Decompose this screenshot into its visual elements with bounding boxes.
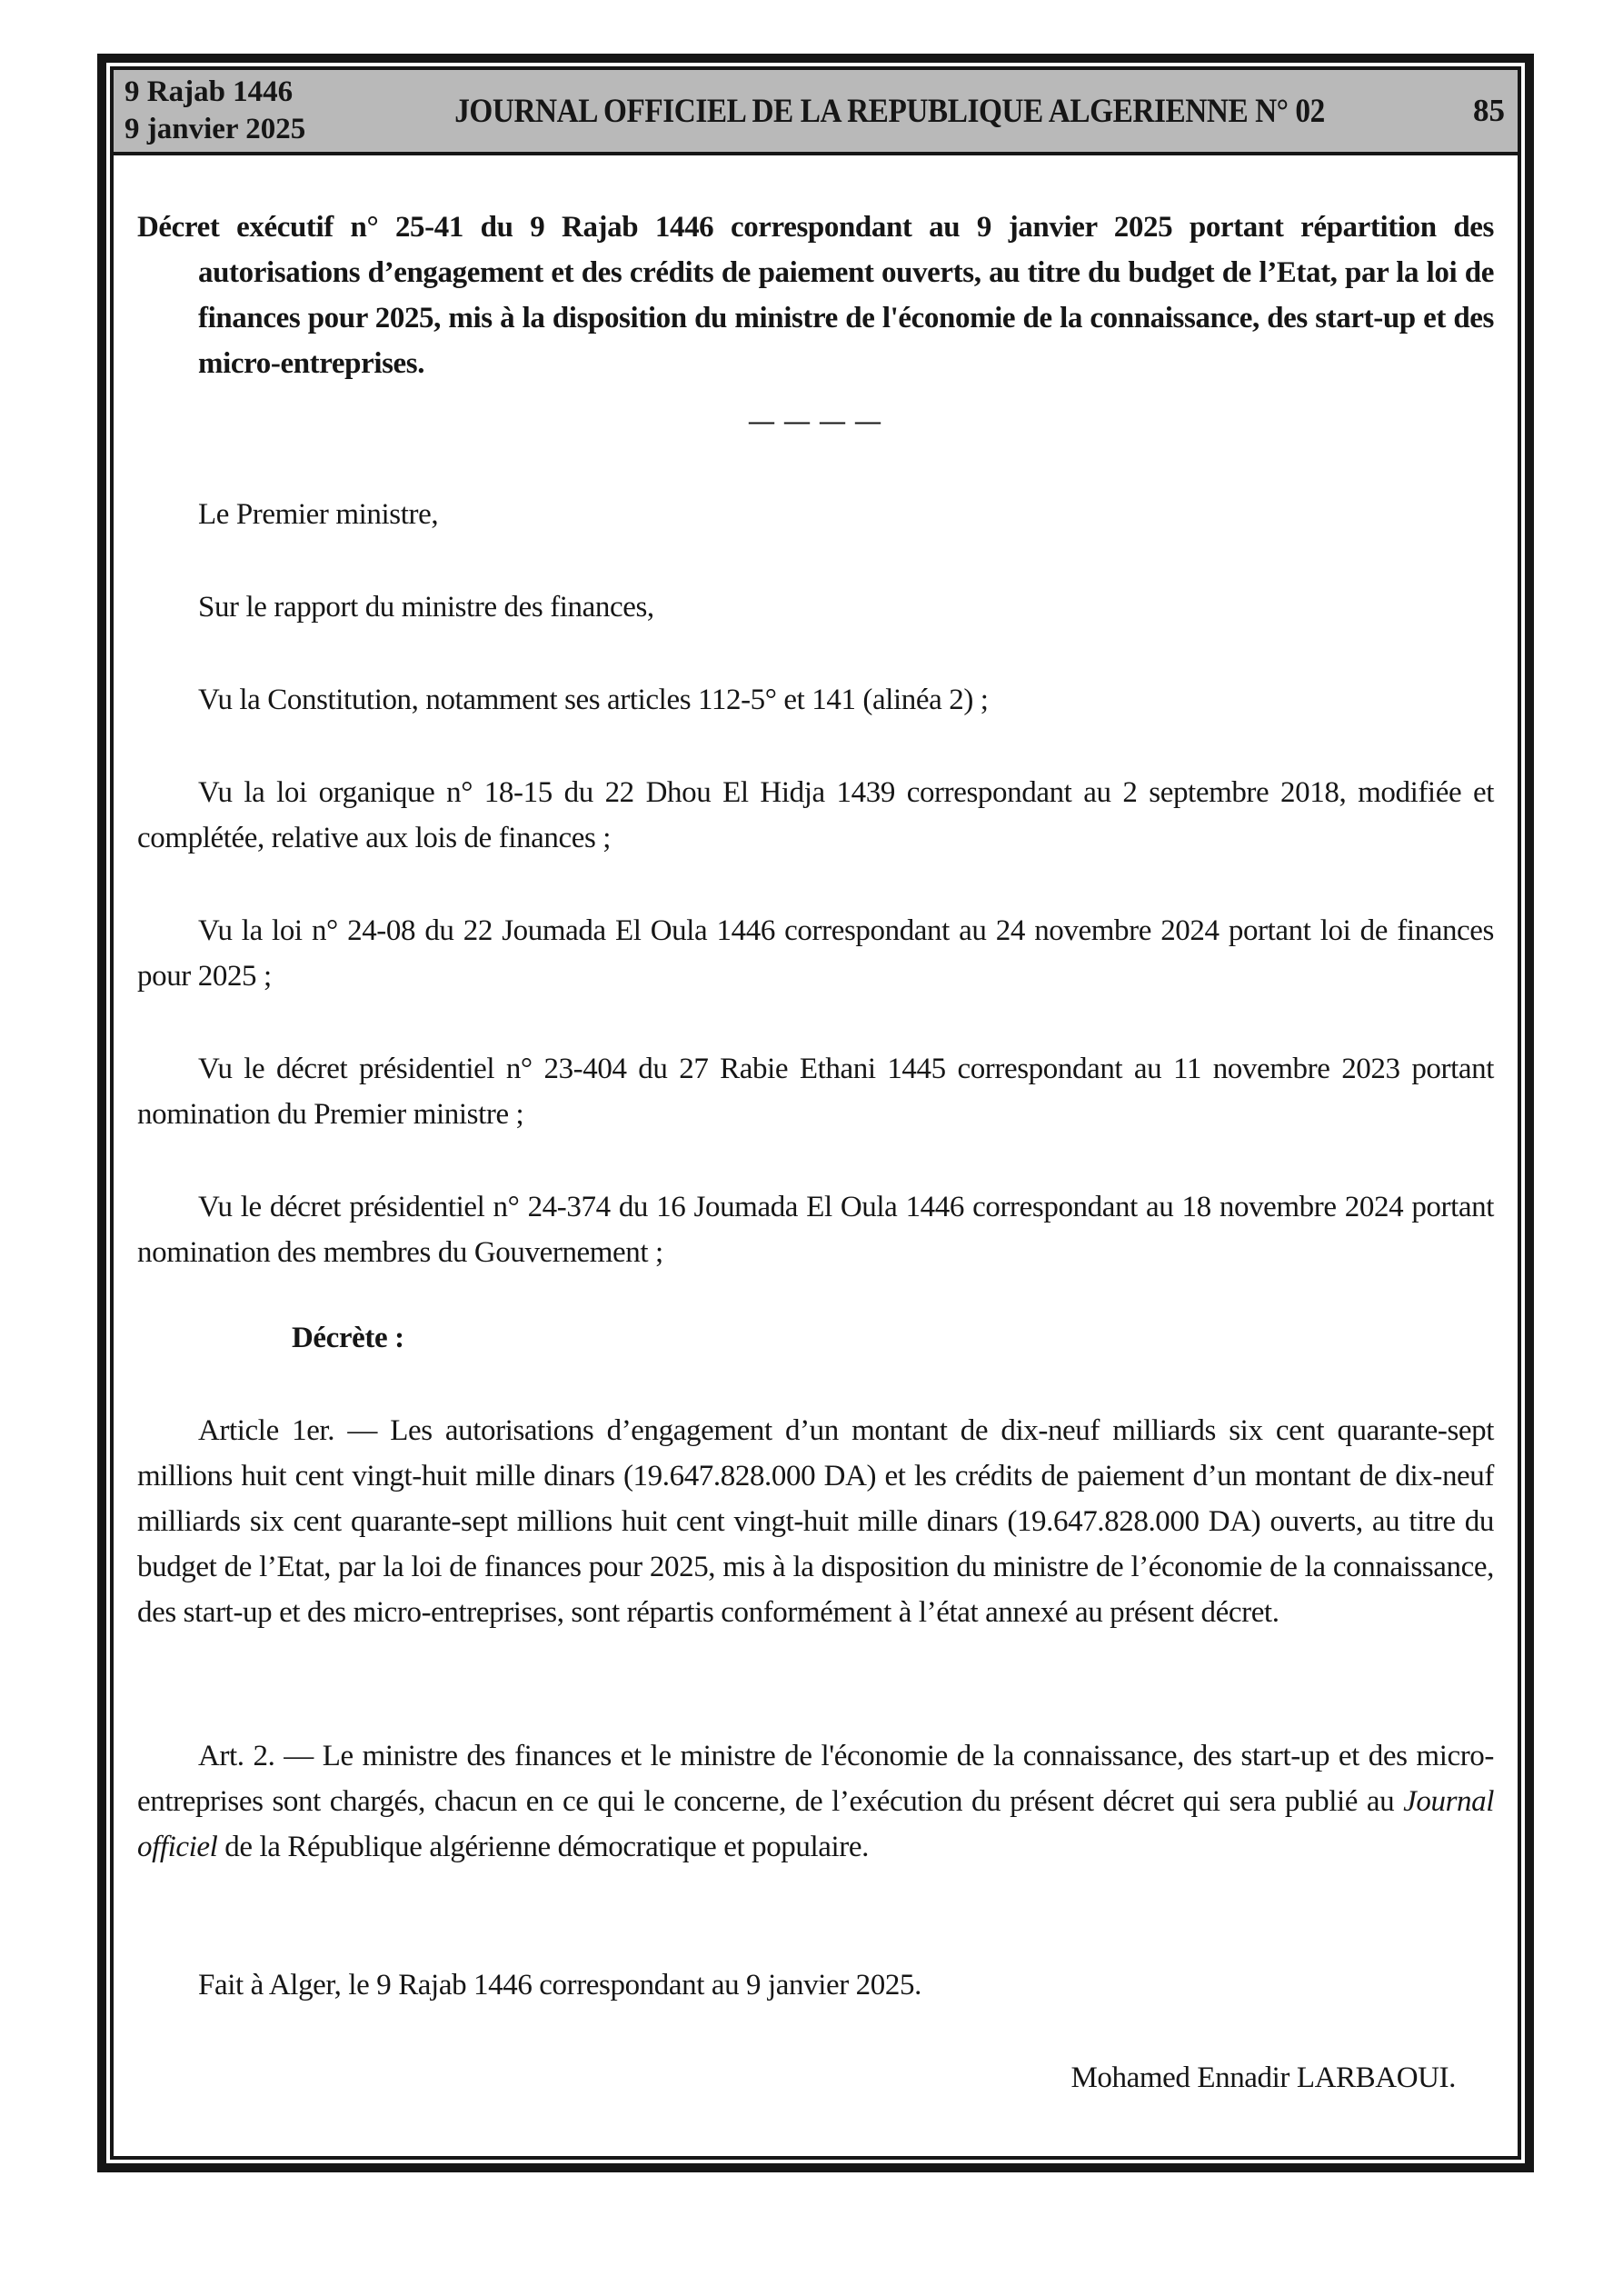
date-gregorian: 9 janvier 2025: [124, 113, 306, 145]
article-2-lead: Art. 2. — Le ministre des finances et le ministre de l'économie de la connaissance, des start-up et des micro-entreprises sont chargés, chacun en ce qui le concerne, de l’exécution du présent décret qui sera publié au: [137, 1740, 1494, 1818]
header-band: [114, 70, 1518, 155]
preamble-vu-loi-finances: Vu la loi n° 24-08 du 22 Joumada El Oula 1446 correspondant au 24 novembre 2024 portant loi de finances pour 2025 ;: [137, 914, 1494, 993]
page-inner-border: [110, 66, 1521, 2160]
preamble-vu-decret-23-404: Vu le décret présidentiel n° 23-404 du 27 Rabie Ethani 1445 correspondant au 11 novembre 2023 portant nomination du Premier ministre ;: [137, 1053, 1494, 1131]
signature-place-date: Fait à Alger, le 9 Rajab 1446 correspondant au 9 janvier 2025.: [198, 1969, 921, 2002]
preamble-vu-decret-24-374: Vu le décret présidentiel n° 24-374 du 16 Joumada El Oula 1446 correspondant au 18 novembre 2024 portant nomination des membres du Gouvernement ;: [137, 1191, 1494, 1269]
article-2: [137, 1733, 1494, 1870]
journal-title-container: [305, 92, 1473, 131]
preamble-vu-constitution: Vu la Constitution, notamment ses articles 112-5° et 141 (alinéa 2) ;: [198, 684, 989, 716]
preamble-premier-ministre: Le Premier ministre,: [198, 498, 439, 531]
article-2-tail: de la République algérienne démocratique et populaire.: [217, 1831, 869, 1863]
decrete-label: Décrète :: [292, 1322, 404, 1354]
page-frame: [97, 54, 1534, 2172]
signatory-name: Mohamed Ennadir LARBAOUI.: [1070, 2061, 1456, 2094]
decree-title: Décret exécutif n° 25-41 du 9 Rajab 1446 correspondant au 9 janvier 2025 portant répartition des autorisations d’engagement et des crédits de paiement ouverts, au titre du budget de l’Etat, par la loi de finances pour 2025, mis à la disposition du ministre de l'économie de la connaissance, des start-up et des micro-entreprises.: [137, 211, 1494, 380]
header-dates: [124, 74, 305, 148]
decree-body: [114, 155, 1518, 2156]
article-2-journal-officiel: Journal officiel: [137, 1785, 1494, 1863]
article-1: Article 1er. — Les autorisations d’engagement d’un montant de dix-neuf milliards six cent quarante-sept millions huit cent vingt-huit mille dinars (19.647.828.000 DA) et les crédits de paiement d’un montant de dix-neuf milliards six cent quarante-sept millions huit cent vingt-huit mille dinars (19.647.828.000 DA) ouverts, au titre du budget de l’Etat, par la loi de finances pour 2025, mis à la disposition du ministre de l’économie de la connaissance, des start-up et des micro-entreprises, sont répartis conformément à l’état annexé au présent décret.: [137, 1414, 1494, 1629]
preamble-rapport-ministre: Sur le rapport du ministre des finances,: [198, 591, 654, 624]
date-hijri: 9 Rajab 1446: [124, 75, 294, 108]
journal-title: JOURNAL OFFICIEL DE LA REPUBLIQUE ALGERIENNE N° 02: [453, 92, 1325, 130]
section-separator: — — — —: [749, 407, 882, 435]
preamble-vu-loi-organique: Vu la loi organique n° 18-15 du 22 Dhou El Hidja 1439 correspondant au 2 septembre 2018, modifiée et complétée, relative aux lois de finances ;: [137, 776, 1494, 854]
page-number: 85: [1473, 93, 1505, 128]
